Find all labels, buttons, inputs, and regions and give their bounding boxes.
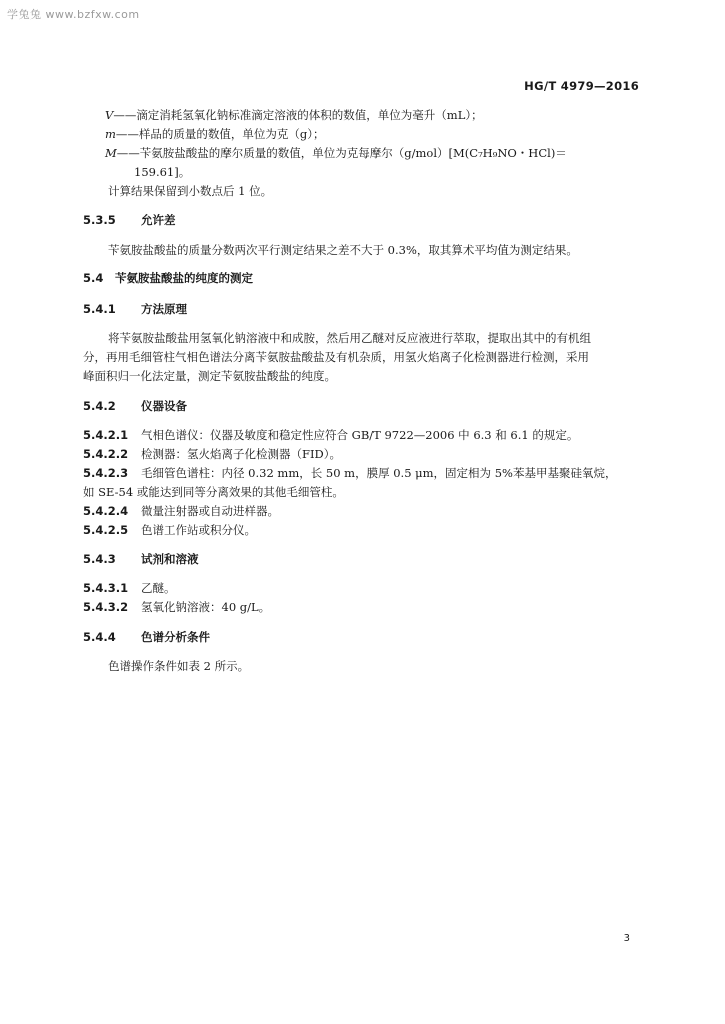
- item-text: 氢氧化钠溶液：40 g/L。: [141, 600, 271, 614]
- var-symbol: M: [105, 146, 117, 160]
- section-number: 5.4: [83, 271, 104, 285]
- section-title: 仪器设备: [141, 399, 187, 413]
- section-title: 方法原理: [141, 302, 187, 316]
- section-title: 色谱分析条件: [141, 630, 210, 644]
- paragraph-line: 将苄氨胺盐酸盐用氢氧化钠溶液中和成胺，然后用乙醚对反应液进行萃取，提取出其中的有机组: [108, 331, 591, 345]
- list-item: [83, 506, 279, 518]
- section-number: 5.4.3: [83, 552, 116, 566]
- section-number: 5.4.4: [83, 630, 116, 644]
- item-number: 5.4.3.2: [83, 600, 129, 614]
- section-number: 5.4.1: [83, 302, 116, 316]
- list-item-continuation: 如 SE-54 或能达到同等分离效果的其他毛细管柱。: [83, 485, 344, 499]
- item-number: 5.4.2.2: [83, 447, 129, 461]
- section-heading: [83, 273, 253, 285]
- var-definition: [105, 148, 567, 160]
- var-definition: [105, 129, 325, 141]
- standard-number: HG/T 4979—2016: [524, 79, 639, 93]
- item-text: 气相色谱仪：仪器及敏度和稳定性应符合 GB/T 9722—2006 中 6.3 和 6.1 的规定。: [141, 428, 579, 442]
- var-symbol: V: [105, 108, 114, 122]
- item-text: 微量注射器或自动进样器。: [141, 504, 279, 518]
- watermark: 学兔兔 www.bzfxw.com: [7, 8, 140, 21]
- item-text: 乙醚。: [141, 581, 176, 595]
- item-text: 毛细管色谱柱：内径 0.32 mm，长 50 m，膜厚 0.5 μm，固定相为 5%苯基甲基聚硅氧烷，: [141, 466, 617, 480]
- calc-note: 计算结果保留到小数点后 1 位。: [108, 184, 273, 198]
- section-title: 试剂和溶液: [141, 552, 199, 566]
- item-number: 5.4.2.1: [83, 428, 129, 442]
- var-symbol: m: [105, 127, 116, 141]
- item-number: 5.4.3.1: [83, 581, 129, 595]
- item-number: 5.4.2.5: [83, 523, 129, 537]
- list-item: [83, 449, 341, 461]
- item-number: 5.4.2.4: [83, 504, 129, 518]
- paragraph-line: 分，再用毛细管柱气相色谱法分离苄氨胺盐酸盐及有机杂质，用氢火焰离子化检测器进行检测，采用: [83, 350, 589, 364]
- section-number: 5.4.2: [83, 399, 116, 413]
- var-continuation: 159.61]。: [134, 165, 191, 179]
- paragraph: 苄氨胺盐酸盐的质量分数两次平行测定结果之差不大于 0.3%，取其算术平均值为测定结果。: [108, 243, 578, 257]
- list-item: [83, 430, 578, 442]
- var-text: ——样品的质量的数值，单位为克（g）；: [115, 127, 325, 141]
- paragraph-line: 峰面积归一化法定量，测定苄氨胺盐酸盐的纯度。: [83, 369, 336, 383]
- item-number: 5.4.2.3: [83, 466, 129, 480]
- item-text: 检测器：氢火焰离子化检测器（FID）。: [141, 447, 341, 461]
- section-heading: [83, 304, 187, 316]
- paragraph: 色谱操作条件如表 2 所示。: [108, 659, 250, 673]
- var-text: ——滴定消耗氢氧化钠标准滴定溶液的体积的数值，单位为毫升（mL）；: [113, 108, 483, 122]
- section-heading: [83, 215, 176, 227]
- page-number: 3: [623, 933, 630, 944]
- section-heading: [83, 401, 187, 413]
- list-item: [83, 583, 176, 595]
- var-text: ——苄氨胺盐酸盐的摩尔质量的数值，单位为克每摩尔（g/mol）[M(C₇H₉NO・HCl)＝: [116, 146, 567, 160]
- section-title: 允许差: [141, 213, 176, 227]
- list-item: [83, 468, 616, 480]
- section-number: 5.3.5: [83, 213, 116, 227]
- list-item: [83, 525, 256, 537]
- section-title: 苄氨胺盐酸盐的纯度的测定: [115, 271, 253, 285]
- list-item: [83, 602, 270, 614]
- section-heading: [83, 632, 210, 644]
- item-text: 色谱工作站或积分仪。: [141, 523, 256, 537]
- var-definition: [105, 110, 483, 122]
- section-heading: [83, 554, 199, 566]
